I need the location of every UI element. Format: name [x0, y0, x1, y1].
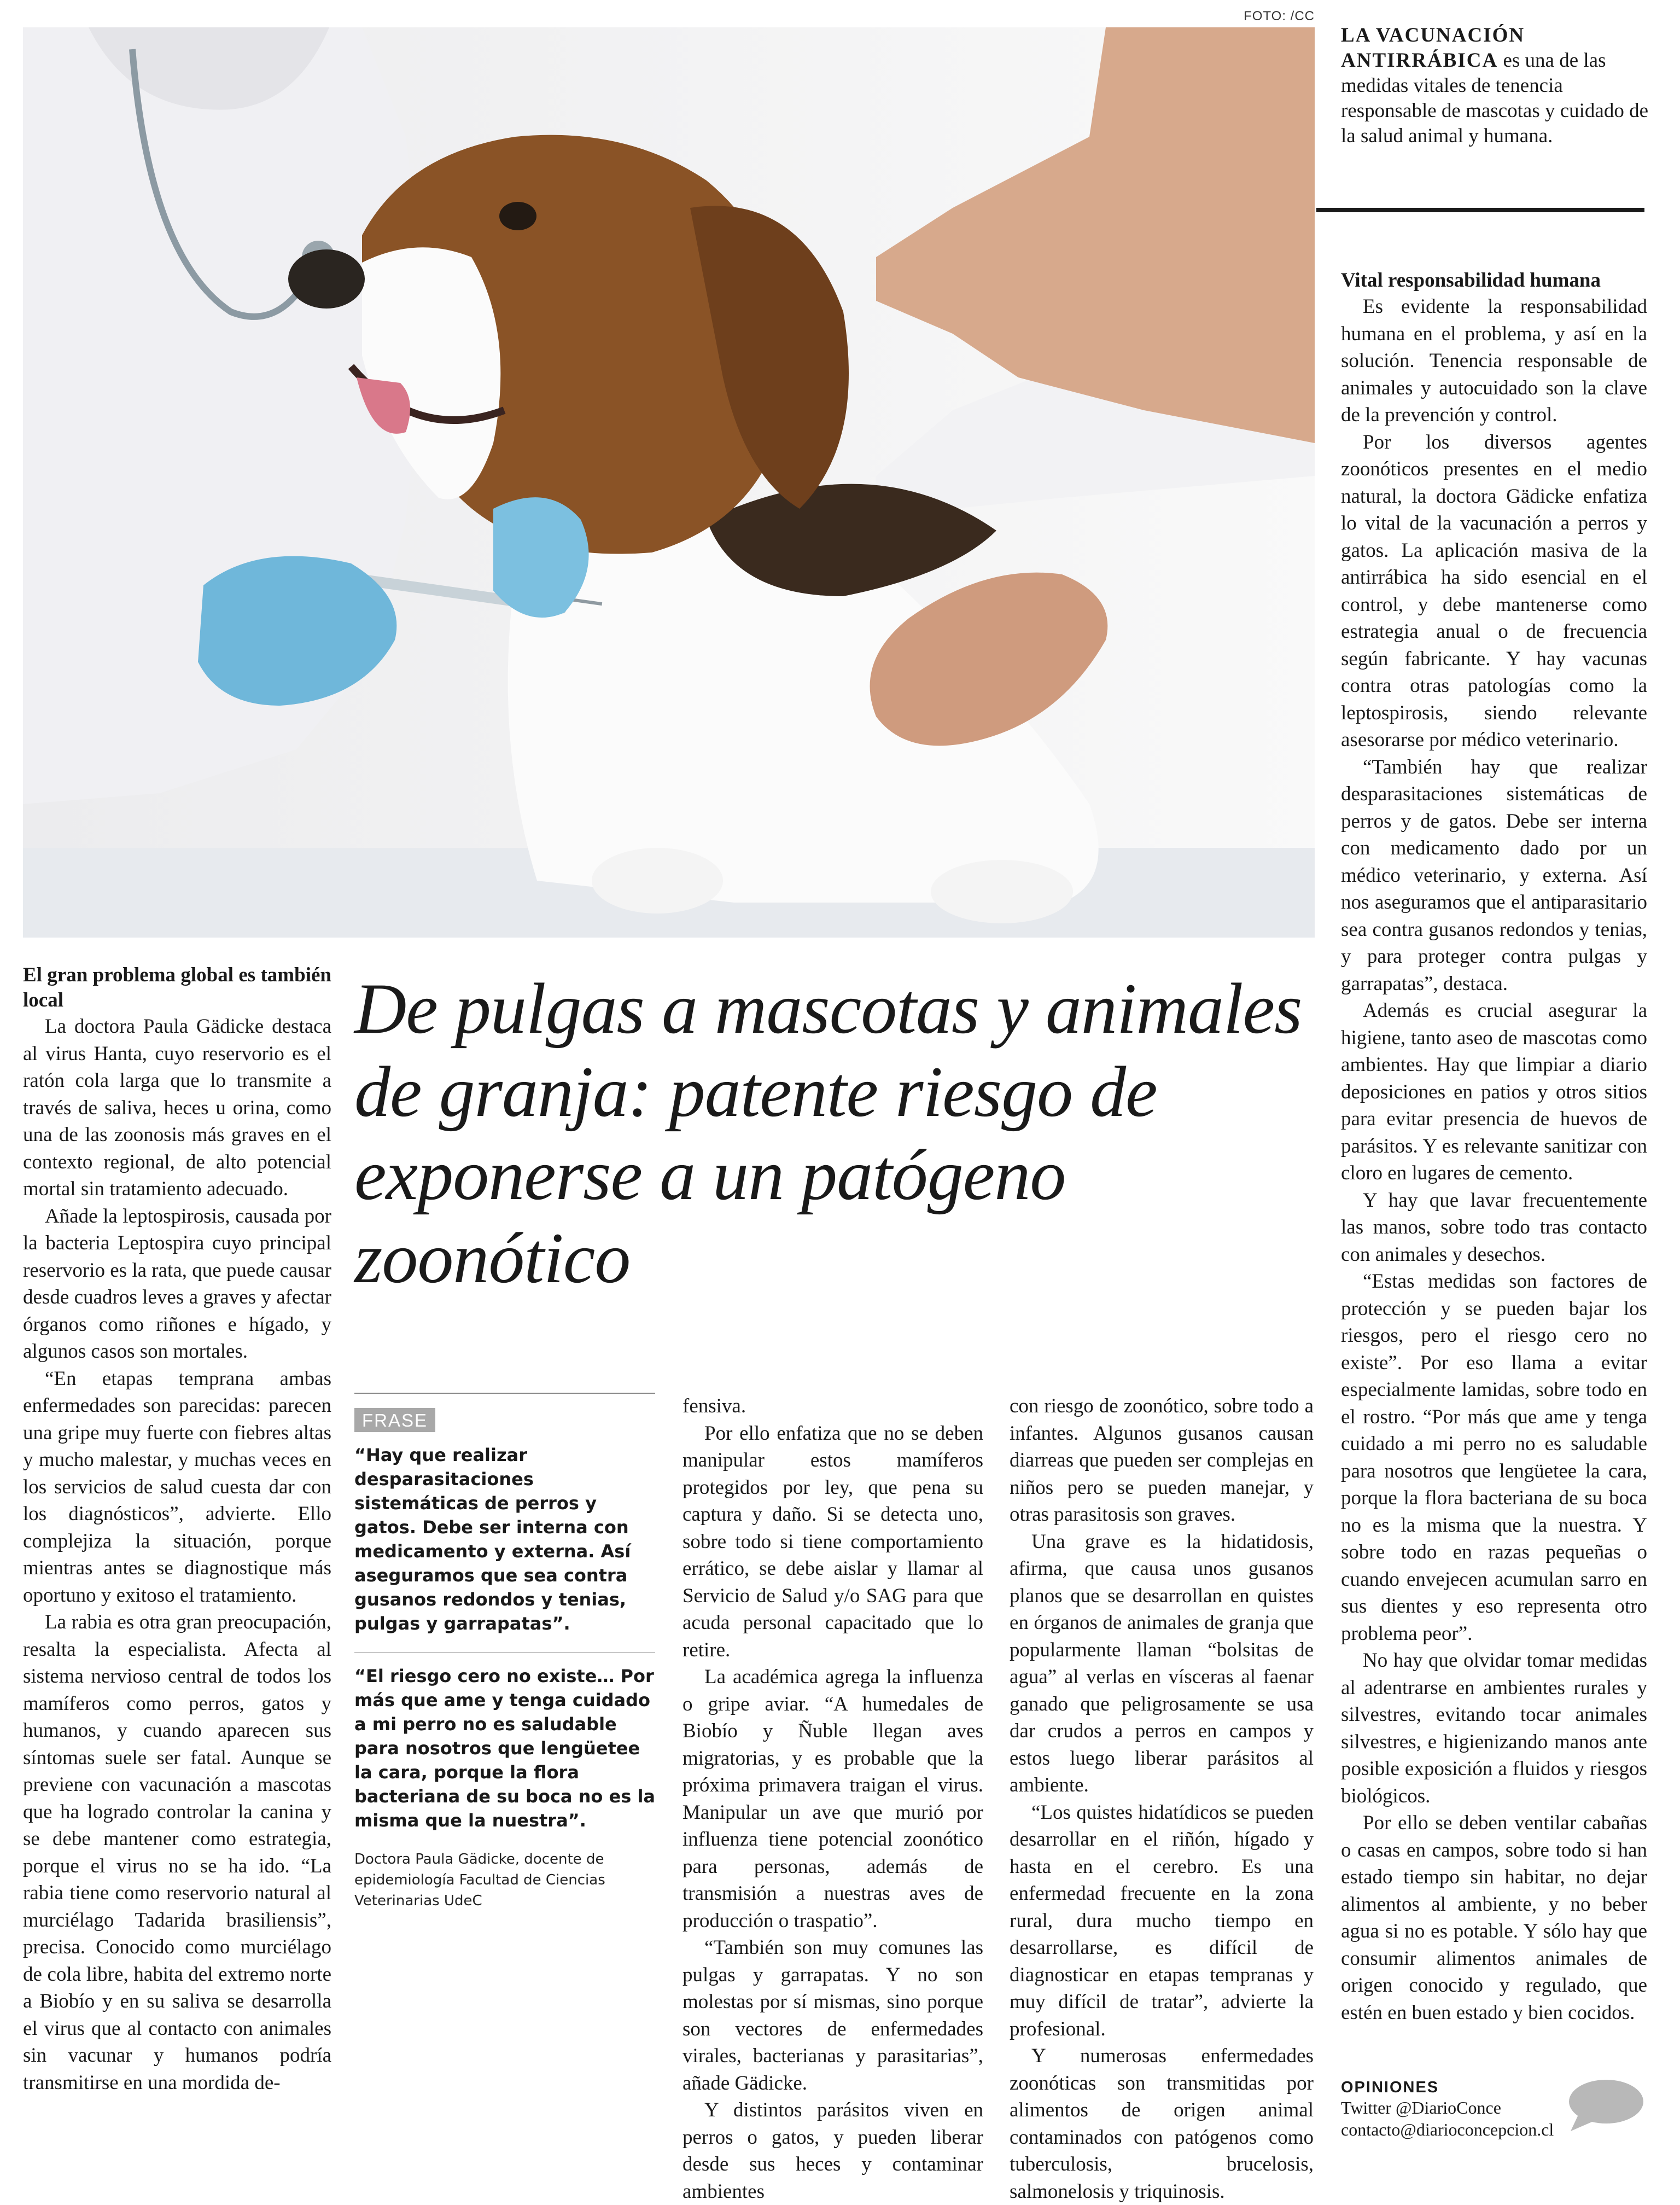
- caption-lead: LA VACUNACIÓN ANTIRRÁBICA: [1341, 24, 1525, 72]
- paragraph: “Estas medidas son factores de protección y se pueden bajar los riesgos, pero el riesgo cero no existe”. Por eso llama a evitar especialmente lamidas, sobre todo en el rostro. “Por más que ame y tenga cuidado a mi perro no es saludable para nosotros que lengüetee la cara, porque la flora bacteriana de su boca no es la misma que la nuestra. Y sobre todo en razas pequeñas o cuando envejecen acumulan sarro en sus dientes y eso representa otro problema peor”.: [1341, 1270, 1647, 1645]
- paragraph: con riesgo de zoonótico, sobre todo a infantes. Algunos gusanos causan diarreas que pueden ser complejas en niños pero se pueden manejar, y otras parasitosis son graves.: [1010, 1395, 1314, 1526]
- column-5: [1341, 268, 1647, 2026]
- paragraph: La académica agrega la influenza o gripe aviar. “A humedales de Biobío y Ñuble llegan aves migratorias, y es probable que la próxima primavera traigan el virus. Manipular un ave que murió por influenza tiene potencial zoonótico para personas, además de transmisión a nuestras aves de producción o traspatio”.: [682, 1666, 983, 1932]
- paragraph: “Los quistes hidatídicos se pueden desarrollar en el riñón, hígado y hasta en el cerebro. Es una enfermedad frecuente en la zona rural, dura mucho tiempo en desarrollarse, es difícil de diagnosticar en etapas tempranas y muy difícil de tratar”, advierte la profesional.: [1010, 1801, 1314, 2040]
- paragraph: Además es crucial asegurar la higiene, tanto aseo de mascotas como ambientes. Hay que limpiar a diario deposiciones en patios y otros sitios para evitar presencia de huevos de parásitos. Y es relevante sanitizar con cloro en lugares de cemento.: [1341, 999, 1647, 1184]
- paragraph: No hay que olvidar tomar medidas al adentrarse en ambientes rurales y silvestres, evitando tocar animales silvestres, e higienizando manos ante posible exposición a fluidos y riesgos biológicos.: [1341, 1649, 1647, 1807]
- opinions-label: OPINIONES: [1341, 2079, 1439, 2096]
- paragraph: La doctora Paula Gädicke destaca al virus Hanta, cuyo reservorio es el ratón cola larga que lo transmite a través de saliva, heces u orina, como una de las zoonosis más graves en el contexto regional, de alto potencial mortal sin tratamiento adecuado.: [23, 1015, 331, 1200]
- dog-eye: [499, 202, 536, 230]
- subhead-global-problem: El gran problema global es también local: [23, 964, 331, 1011]
- pull-quote-1: “Hay que realizar desparasitaciones sistemáticas de perros y gatos. Debe ser interna con medicamento y externa. Así aseguramos que sea contra gusanos redondos y tenias, pulgas y garrapatas”.: [354, 1445, 631, 1634]
- contact-email[interactable]: contacto@diarioconcepcion.cl: [1341, 2120, 1554, 2139]
- frase-label: FRASE: [354, 1408, 435, 1432]
- subhead-human-responsibility: Vital responsabilidad humana: [1341, 269, 1601, 292]
- paragraph: Y numerosas enfermedades zoonóticas son transmitidas por alimentos de origen animal contaminados con patógenos como tuberculosis, brucelosis, salmonelosis y triquinosis.: [1010, 2045, 1314, 2203]
- paragraph: Y distintos parásitos viven en perros o gatos, y pueden liberar desde sus heces y contaminar ambientes: [682, 2099, 983, 2203]
- dog-paw-left: [592, 848, 723, 914]
- pull-quote-box: [354, 1393, 655, 1911]
- quote-separator: [354, 1652, 655, 1653]
- paragraph: Por los diversos agentes zoonóticos presentes en el medio natural, la doctora Gädicke enfatiza lo vital de la vacunación a perros y gatos. La aplicación masiva de la antirrábica ha sido esencial en el control, y debe mantenerse como estrategia anual o de frecuencia según fabricante. Y hay vacunas contra otras patologías como la leptospirosis, siendo relevante asesorarse por médico veterinario.: [1341, 430, 1647, 751]
- photo-caption: [1341, 23, 1658, 149]
- vet-dog-illustration: [23, 27, 1315, 938]
- article-photo: [23, 27, 1315, 938]
- paragraph: “También son muy comunes las pulgas y garrapatas. Y no son molestas por sí mismas, sino porque son vectores de enfermedades virales, bacterianas y parasitarias”, añade Gädicke.: [682, 1936, 983, 2095]
- headline: De pulgas a mascotas y animales de granja: patente riesgo de exponerse a un patógeno zoonótico: [354, 968, 1302, 1298]
- paragraph: fensiva.: [682, 1395, 746, 1417]
- column-1: [23, 963, 331, 2096]
- column-3: [682, 1393, 983, 2205]
- dog-nose: [288, 249, 365, 309]
- paragraph: Y hay que lavar frecuentemente las manos, sobre todo tras contacto con animales y desechos.: [1341, 1189, 1647, 1266]
- column-4: [1010, 1393, 1314, 2205]
- quote-top-rule: [354, 1393, 655, 1394]
- paragraph: Por ello se deben ventilar cabañas o casas en campos, sobre todo si han estado tiempo sin habitar, no dejar alimentos al ambiente, y no beber agua si no es potable. Y sólo hay que consumir alimentos animales de origen conocido y regulado, que estén en buen estado y bien cocidos.: [1341, 1812, 1647, 2024]
- paragraph: Por ello enfatiza que no se deben manipular estos mamíferos protegidos por ley, que pena su captura y daño. Si se detecta uno, sobre todo si tiene comportamiento errático, se debe aislar y llamar al Servicio de Salud y/o SAG para que acuda personal capacitado que lo retire.: [682, 1422, 983, 1661]
- paragraph: Es evidente la responsabilidad humana en el problema, y así en la solución. Tenencia responsable de animales y autocuidado son la clave de la prevención y control.: [1341, 295, 1647, 426]
- pull-quote-2: “El riesgo cero no existe… Por más que ame y tenga cuidado a mi perro no es saludable para nosotros que lengüetee la cara, porque la flora bacteriana de su boca no es la misma que la nuestra”.: [354, 1666, 655, 1831]
- paragraph: “También hay que realizar desparasitaciones sistemáticas de perros y de gatos. Debe ser interna con medicamento dado por un médico veterinario, y externa. Así nos aseguramos que el antiparasitario sea contra gusanos redondos y tenias, y para proteger contra pulgas y garrapatas”, destaca.: [1341, 755, 1647, 995]
- quote-attribution: Doctora Paula Gädicke, docente de epidemiología Facultad de Ciencias Veterinarias UdeC: [354, 1851, 605, 1909]
- paragraph: La rabia es otra gran preocupación, resalta la especialista. Afecta al sistema nervioso central de todos los mamíferos como perros, gatos y humanos, y cuando aparecen sus síntomas suele ser fatal. Aunque se previene con vacunación a mascotas que ha logrado controlar la canina y se debe mantener como estrategia, porque el virus no se ha ido. “La rabia tiene como reservorio natural al murciélago Tadarida brasiliensis”, precisa. Conocido como murciélago de cola libre, habita del extremo norte a Biobío y en su saliva se desarrolla el virus que al contacto con animales sin vacunar y humanos podría transmitirse en una mordida de-: [23, 1611, 331, 2094]
- paragraph: Una grave es la hidatidosis, afirma, que causa unos gusanos planos que se desarrollan en quistes en órganos de animales de granja que popularmente llaman “bolsitas de agua” al verlas en vísceras al faenar ganado que peligrosamente se usa dar crudos a perros en campos y estos luego liberar parásitos al ambiente.: [1010, 1530, 1314, 1796]
- paragraph: “En etapas temprana ambas enfermedades son parecidas: parecen una gripe muy fuerte con fiebres altas y mucho malestar, y muchas veces en los servicios de salud cuesta dar con los diagnósticos”, advierte. Ello complejiza la situación, porque mientras antes se diagnostique más oportuno y exitoso el tratamiento.: [23, 1367, 331, 1607]
- speech-bubble-icon: [1567, 2079, 1645, 2133]
- dog-paw-right: [931, 860, 1073, 923]
- paragraph: Añade la leptospirosis, causada por la bacteria Leptospira cuyo principal reservorio es la rata, que puede causar desde cuadros leves a graves y afectar órganos como riñones e hígado, y algunos casos son mortales.: [23, 1205, 331, 1363]
- photo-credit: FOTO: /CC: [1244, 9, 1315, 24]
- twitter-handle[interactable]: Twitter @DiarioConce: [1341, 2098, 1501, 2117]
- caption-text: es una de las medidas vitales de tenencia responsable de mascotas y cuidado de la salud animal y humana.: [1341, 49, 1649, 147]
- caption-rule: [1316, 208, 1644, 212]
